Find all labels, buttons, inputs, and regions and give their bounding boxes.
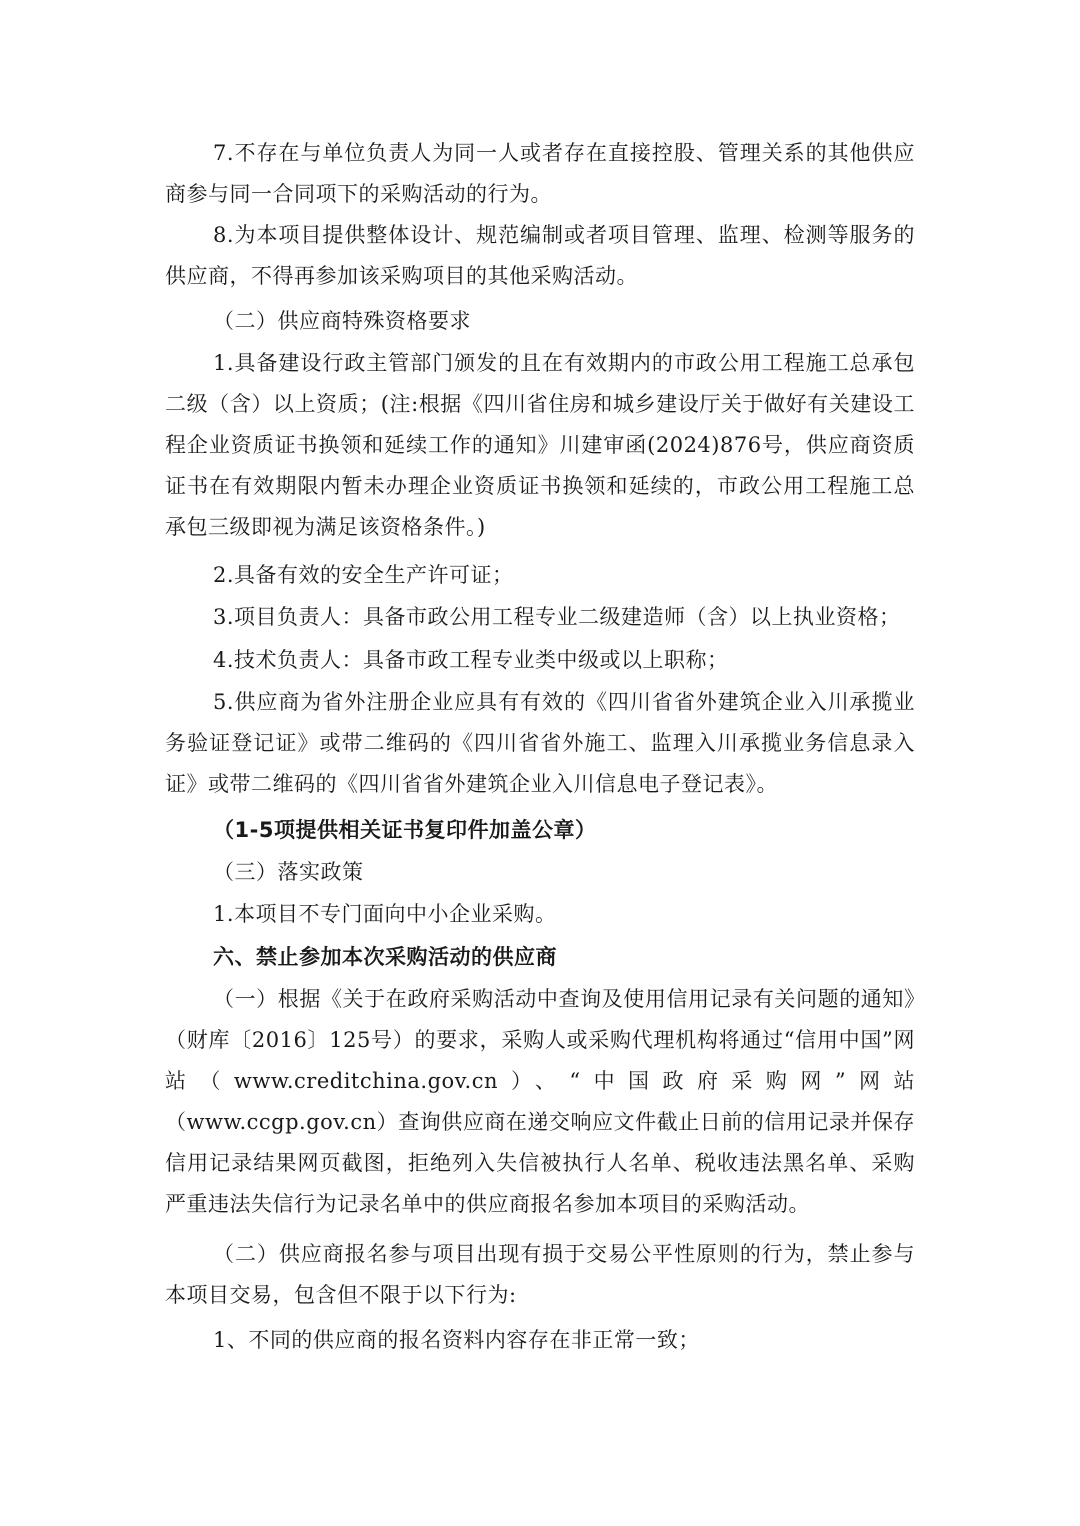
paragraph-special-4: 4.技术负责人：具备市政工程专业类中级或以上职称； — [213, 648, 729, 672]
section-heading-prohibited: 六、禁止参加本次采购活动的供应商 — [213, 945, 557, 969]
paragraph-item-7: 7.不存在与单位负责人为同一人或者存在直接控股、管理关系的其他供应商参与同一合同项下的采购活动的行为。 — [165, 141, 915, 206]
note-certificates: （1-5项提供相关证书复印件加盖公章） — [213, 818, 597, 842]
section-heading-special-qualifications: （二）供应商特殊资格要求 — [213, 309, 471, 333]
section-heading-policy: （三）落实政策 — [213, 860, 364, 884]
paragraph-prohibited-2: （二）供应商报名参与项目出现有损于交易公平性原则的行为，禁止参与本项目交易，包含但不限于以下行为: — [165, 1242, 915, 1307]
paragraph-special-1: 1.具备建设行政主管部门颁发的且在有效期内的市政公用工程施工总承包二级（含）以上资质；(注:根据《四川省住房和城乡建设厅关于做好有关建设工程企业资质证书换领和延续工作的通知》川建审函(2024)876号，供应商资质证书在有效期限内暂未办理企业资质证书换领和延续的，市政公用工程施工总承包三级即视为满足该资格条件。) — [165, 351, 915, 539]
paragraph-special-3: 3.项目负责人：具备市政公用工程专业二级建造师（含）以上执业资格； — [213, 605, 901, 629]
paragraph-item-8: 8.为本项目提供整体设计、规范编制或者项目管理、监理、检测等服务的供应商，不得再参加该采购项目的其他采购活动。 — [165, 223, 915, 288]
paragraph-prohibited-1: （一）根据《关于在政府采购活动中查询及使用信用记录有关问题的通知》（财库〔2016〕125号）的要求，采购人或采购代理机构将通过“信用中国”网站（www.creditchina.gov.cn）、“中国政府采购网”网站（www.ccgp.gov.cn）查询供应商在递交响应文件截止日前的信用记录并保存信用记录结果网页截图，拒绝列入失信被执行人名单、税收违法黑名单、采购严重违法失信行为记录名单中的供应商报名参加本项目的采购活动。 — [165, 987, 916, 1216]
paragraph-special-5: 5.供应商为省外注册企业应具有有效的《四川省省外建筑企业入川承揽业务验证登记证》或带二维码的《四川省省外施工、监理入川承揽业务信息录入证》或带二维码的《四川省省外建筑企业入川信息电子登记表》。 — [165, 690, 915, 796]
paragraph-special-2: 2.具备有效的安全生产许可证； — [213, 563, 514, 587]
paragraph-prohibited-2-item-1: 1、不同的供应商的报名资料内容存在非正常一致； — [213, 1328, 700, 1352]
paragraph-policy-1: 1.本项目不专门面向中小企业采购。 — [213, 902, 557, 926]
